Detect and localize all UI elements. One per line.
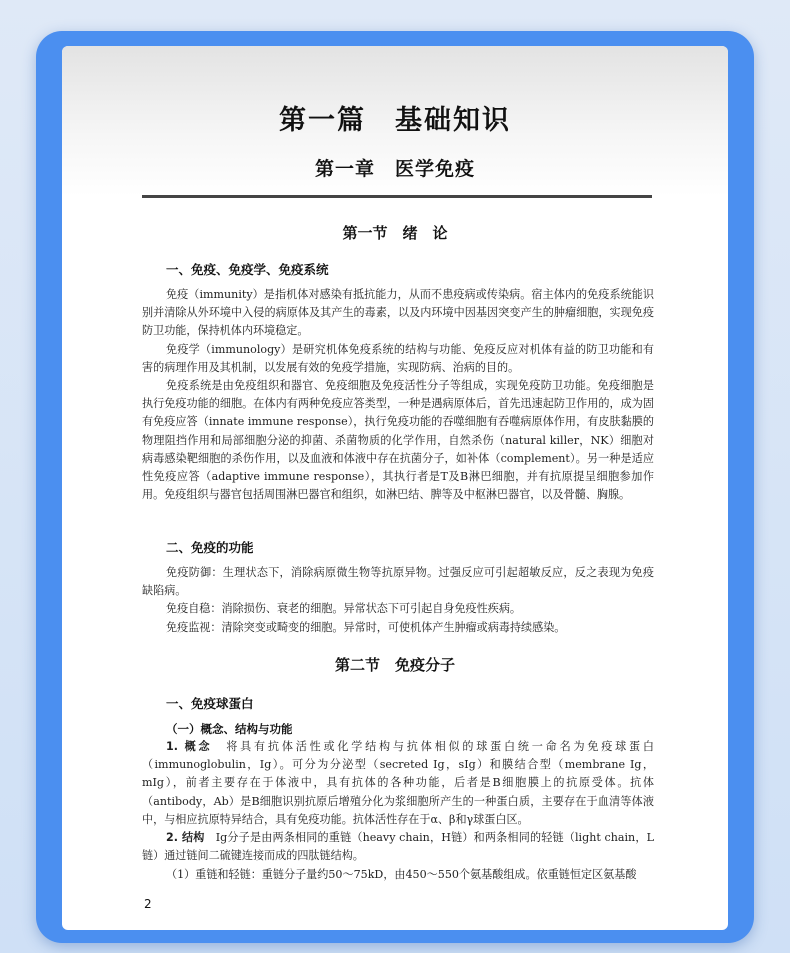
paragraph-immune-system: 免疫系统是由免疫组织和器官、免疫细胞及免疫活性分子等组成，实现免疫防卫功能。免疫细胞是执行免疫功能的细胞。在体内有两种免疫应答类型，一种是遇病原体后，首先迅速起防卫作用的，成为固有免疫应答（innate immune response），执行免疫功能的吞噬细胞有吞噬病原体作用，有皮肤黏膜的物理阻挡作用和局部细胞分泌的抑菌、杀菌物质的化学作用，自然杀伤（natural killer，NK）细胞对病毒感染靶细胞的杀伤作用，以及血液和体液中存在抗菌分子，如补体（complement）。另一种是适应性免疫应答（adaptive immune response），其执行者是T及B淋巴细胞，并有抗原提呈细胞参加作用。免疫组织与器官包括周围淋巴器官和组织，如淋巴结、脾等及中枢淋巴器官，以及骨髓、胸腺。 (142, 379, 654, 502)
heading-immune-functions: 二、免疫的功能 (166, 540, 254, 555)
subheading-concept-structure: （一）概念、结构与功能 (166, 722, 293, 736)
paragraph-concept (142, 738, 654, 829)
paragraph-concept-label: 1. 概念 (166, 740, 213, 753)
paragraph-structure (142, 829, 654, 865)
section-title-2: 第二节 免疫分子 (334, 656, 455, 674)
paragraph-immunology: 免疫学（immunology）是研究机体免疫系统的结构与功能、免疫反应对机体有益的防卫功能和有害的病理作用及其机制，以发展有效的免疫学措施，实现防病、治病的目的。 (142, 343, 654, 375)
paragraph-immune-surveillance: 免疫监视：清除突变或畸变的细胞。异常时，可使机体产生肿瘤或病毒持续感染。 (166, 621, 566, 634)
paragraph-immune-homeostasis: 免疫自稳：消除损伤、衰老的细胞。异常状态下可引起自身免疫性疾病。 (166, 602, 522, 615)
heading-immunity-system: 一、免疫、免疫学、免疫系统 (166, 262, 329, 277)
part-title: 第一篇 基础知识 (279, 105, 511, 136)
paragraph-immune-defense: 免疫防御：生理状态下，消除病原微生物等抗原异物。过强反应可引起超敏反应，反之表现为免疫缺陷病。 (142, 566, 654, 598)
paragraph-concept-text: 将具有抗体活性或化学结构与抗体相似的球蛋白统一命名为免疫球蛋白（immunoglobulin，Ig）。可分为分泌型（secreted Ig，sIg）和膜结合型（membrane Ig，mIg），前者主要存在于体液中，具有抗体的各种功能，后者是B细胞膜上的抗原受体。抗体（antibody，Ab）是B细胞识别抗原后增殖分化为浆细胞所产生的一种蛋白质，主要存在于血清等体液中，与相应抗原特异结合，具有免疫功能。抗体活性存在于α、β和γ球蛋白区。 (142, 740, 654, 826)
paragraph-structure-text: Ig分子是由两条相同的重链（heavy chain，H链）和两条相同的轻链（light chain，L链）通过链间二硫键连接而成的四肽链结构。 (142, 831, 654, 863)
paragraph-structure-label: 2. 结构 (166, 831, 205, 844)
paragraph-immunity: 免疫（immunity）是指机体对感染有抵抗能力，从而不患疫病或传染病。宿主体内的免疫系统能识别并清除从外环境中入侵的病原体及其产生的毒素，以及内环境中因基因突变产生的肿瘤细胞，实现免疫防卫功能，保持机体内环境稳定。 (142, 288, 654, 338)
heading-immunoglobulin: 一、免疫球蛋白 (166, 696, 254, 711)
chapter-title: 第一章 医学免疫 (314, 158, 475, 180)
paragraph-heavy-light-chain: （1）重链和轻链：重链分子量约50～75kD，由450～550个氨基酸组成。依重链恒定区氨基酸 (166, 868, 637, 881)
header-divider (142, 195, 652, 198)
section-title-1: 第一节 绪 论 (342, 224, 448, 242)
book-page (62, 46, 728, 930)
page-number: 2 (144, 897, 152, 911)
